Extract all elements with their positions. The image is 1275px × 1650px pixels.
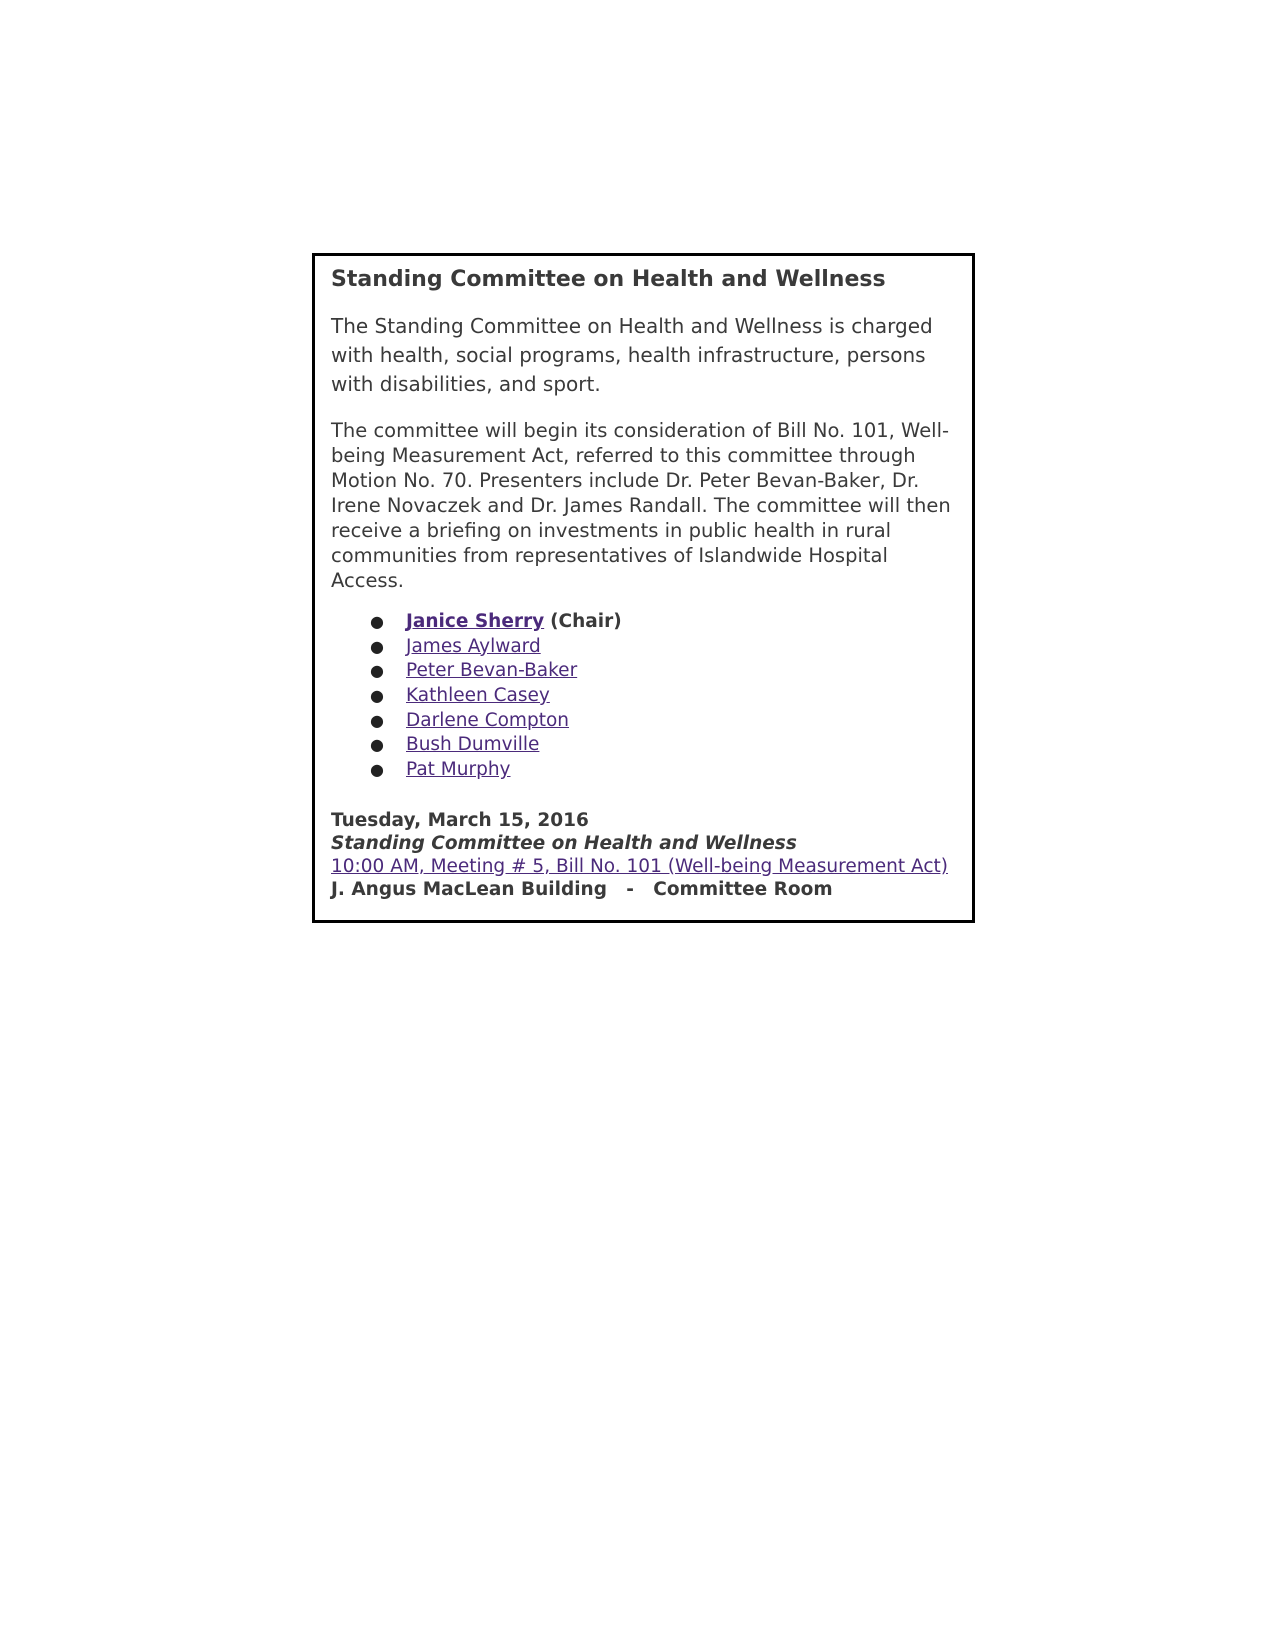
meeting-date: Tuesday, March 15, 2016 [331,809,589,831]
committee-mandate: The Standing Committee on Health and Wellness is charged with health, social programs, health infrastructure, persons with disabilities, and sport. [331,314,933,396]
member-link-bush-dumville[interactable]: Bush Dumville [406,734,540,756]
member-item [331,733,958,758]
bullet-icon: ● [370,735,384,755]
member-link-darlene-compton[interactable]: Darlene Compton [406,709,569,731]
member-item [331,684,958,709]
member-link-pat-murphy[interactable]: Pat Murphy [406,759,511,781]
member-list [331,610,958,783]
member-item [331,659,958,684]
member-link-james-aylward[interactable]: James Aylward [406,635,541,657]
bullet-icon: ● [370,760,384,780]
member-item [331,758,958,783]
meeting-description: The committee will begin its consideration of Bill No. 101, Well-being Measurement Act, referred to this committee through Motion No. 70. Presenters include Dr. Peter Bevan-Baker, Dr. Irene Novaczek and Dr. James Randall. The committee will then receive a briefing on investments in public health in rural communities from representatives of Islandwide Hospital Access. [331,419,951,592]
bullet-icon: ● [370,612,384,631]
bullet-icon: ● [370,661,384,681]
member-item [331,709,958,734]
committee-title: Standing Committee on Health and Wellness [331,267,886,292]
meeting-location: J. Angus MacLean Building - Committee Room [331,878,833,900]
bullet-icon: ● [370,636,384,656]
bullet-icon: ● [370,710,384,730]
member-item [331,635,958,660]
committee-notice-box [312,253,975,923]
member-item [331,610,958,635]
member-link-janice-sherry[interactable]: Janice Sherry [406,611,545,632]
member-link-kathleen-casey[interactable]: Kathleen Casey [406,685,550,707]
meeting-committee: Standing Committee on Health and Wellness [331,832,797,854]
chair-label: (Chair) [550,611,622,632]
member-link-peter-bevan-baker[interactable]: Peter Bevan-Baker [406,660,578,682]
meeting-link[interactable]: 10:00 AM, Meeting # 5, Bill No. 101 (Well-being Measurement Act) [331,855,948,877]
bullet-icon: ● [370,686,384,706]
meeting-details [331,809,958,901]
